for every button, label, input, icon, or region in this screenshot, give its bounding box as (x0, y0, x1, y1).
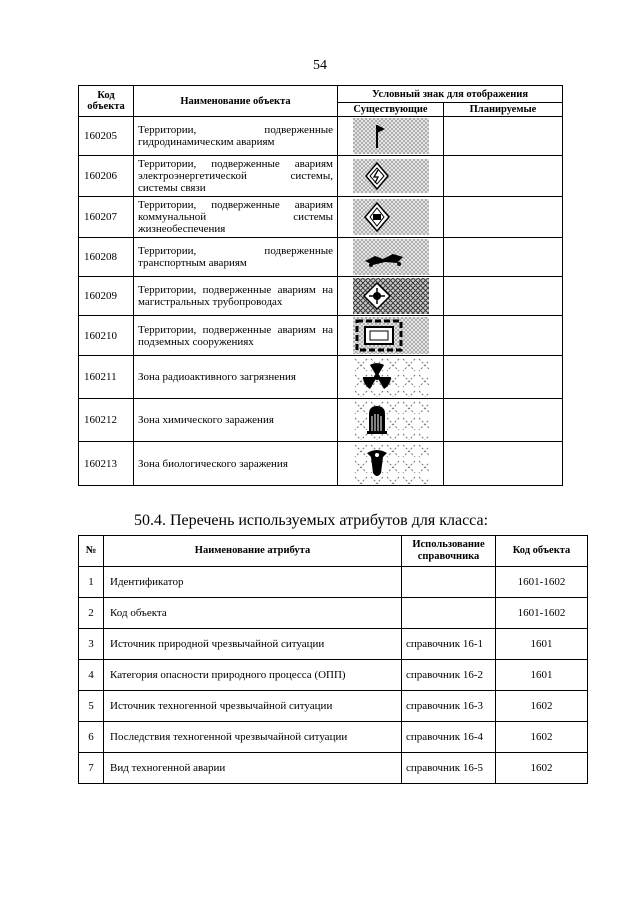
attr-num: 4 (79, 660, 104, 691)
table-row (79, 399, 563, 442)
table-row (79, 238, 563, 277)
attr-code: 1601 (496, 660, 588, 691)
symbol-planned (444, 277, 563, 316)
symbol-planned (444, 156, 563, 197)
attr-ref: справочник 16-4 (402, 722, 496, 753)
object-name: Территории, подверженные авариям электроэнергетической системы, системы связи (134, 156, 338, 197)
attr-ref: справочник 16-3 (402, 691, 496, 722)
objects-table (78, 85, 563, 486)
attr-ref: справочник 16-5 (402, 753, 496, 784)
header-num: № (79, 536, 104, 567)
attr-num: 5 (79, 691, 104, 722)
attr-num: 3 (79, 629, 104, 660)
symbol-planned (444, 238, 563, 277)
object-code: 160208 (79, 238, 134, 277)
chemical-icon (353, 400, 429, 440)
symbol-existing (338, 156, 444, 197)
attr-name: Код объекта (104, 598, 402, 629)
object-name: Зона радиоактивного загрязнения (134, 356, 338, 399)
symbol-existing (338, 117, 444, 156)
attr-num: 2 (79, 598, 104, 629)
header-planned: Планируемые (444, 103, 563, 117)
attr-name: Источник природной чрезвычайной ситуации (104, 629, 402, 660)
table-row (79, 753, 588, 784)
attr-name: Категория опасности природного процесса (ОПП) (104, 660, 402, 691)
table-row (79, 691, 588, 722)
attr-ref: справочник 16-2 (402, 660, 496, 691)
header-existing: Существующие (338, 103, 444, 117)
page-number: 54 (313, 58, 327, 73)
object-code: 160211 (79, 356, 134, 399)
table-row (79, 277, 563, 316)
table-row (79, 156, 563, 197)
table-row (79, 356, 563, 399)
table-row (79, 442, 563, 486)
object-code: 160206 (79, 156, 134, 197)
object-name: Зона химического заражения (134, 399, 338, 442)
symbol-existing (338, 277, 444, 316)
attr-name: Последствия техногенной чрезвычайной ситуации (104, 722, 402, 753)
attr-num: 6 (79, 722, 104, 753)
symbol-planned (444, 117, 563, 156)
header-code: Код объекта (79, 86, 134, 117)
attr-code: 1601 (496, 629, 588, 660)
object-code: 160209 (79, 277, 134, 316)
object-name: Зона биологического заражения (134, 442, 338, 486)
symbol-planned (444, 356, 563, 399)
electric-hazard-icon (353, 159, 429, 193)
attr-ref: справочник 16-1 (402, 629, 496, 660)
symbol-existing (338, 316, 444, 356)
header-attr-name: Наименование атрибута (104, 536, 402, 567)
object-name: Территории, подверженные авариям коммунальной системы жизнеобеспечения (134, 197, 338, 238)
object-code: 160212 (79, 399, 134, 442)
table-row (79, 117, 563, 156)
table-row (79, 567, 588, 598)
symbol-existing (338, 197, 444, 238)
table-row (79, 316, 563, 356)
attr-ref (402, 567, 496, 598)
object-code: 160205 (79, 117, 134, 156)
attr-code: 1602 (496, 722, 588, 753)
utility-hazard-icon (353, 199, 429, 235)
section-title: 50.4. Перечень используемых атрибутов для класса: (134, 512, 489, 529)
symbol-planned (444, 316, 563, 356)
transport-crash-icon (353, 239, 429, 275)
attr-num: 1 (79, 567, 104, 598)
attr-code: 1602 (496, 691, 588, 722)
attr-code: 1602 (496, 753, 588, 784)
table-row (79, 629, 588, 660)
symbol-existing (338, 356, 444, 399)
attr-name: Вид техногенной аварии (104, 753, 402, 784)
header-obj-code: Код объекта (496, 536, 588, 567)
symbol-existing (338, 399, 444, 442)
object-code: 160213 (79, 442, 134, 486)
object-name: Территории, подверженные авариям на подземных сооружениях (134, 316, 338, 356)
biological-icon (353, 443, 429, 484)
object-name: Территории, подверженные авариям на магистральных трубопроводах (134, 277, 338, 316)
table-row (79, 722, 588, 753)
hydro-flag-icon (353, 118, 429, 154)
attr-code: 1601-1602 (496, 598, 588, 629)
attributes-table (78, 535, 588, 784)
symbol-planned (444, 442, 563, 486)
object-name: Территории, подверженные транспортным авариям (134, 238, 338, 277)
header-ref: Использование справочника (402, 536, 496, 567)
table-row (79, 197, 563, 238)
table-row (79, 660, 588, 691)
underground-structure-icon (353, 317, 429, 354)
header-name: Наименование объекта (134, 86, 338, 117)
object-code: 160207 (79, 197, 134, 238)
object-name: Территории, подверженные гидродинамическим авариям (134, 117, 338, 156)
attr-num: 7 (79, 753, 104, 784)
pipeline-hazard-icon (353, 278, 429, 314)
attr-code: 1601-1602 (496, 567, 588, 598)
header-symbol-group: Условный знак для отображения (338, 86, 563, 103)
symbol-planned (444, 399, 563, 442)
attr-name: Источник техногенной чрезвычайной ситуации (104, 691, 402, 722)
symbol-planned (444, 197, 563, 238)
object-code: 160210 (79, 316, 134, 356)
radiation-icon (353, 357, 429, 397)
attr-name: Идентификатор (104, 567, 402, 598)
symbol-existing (338, 238, 444, 277)
attr-ref (402, 598, 496, 629)
symbol-existing (338, 442, 444, 486)
table-row (79, 598, 588, 629)
